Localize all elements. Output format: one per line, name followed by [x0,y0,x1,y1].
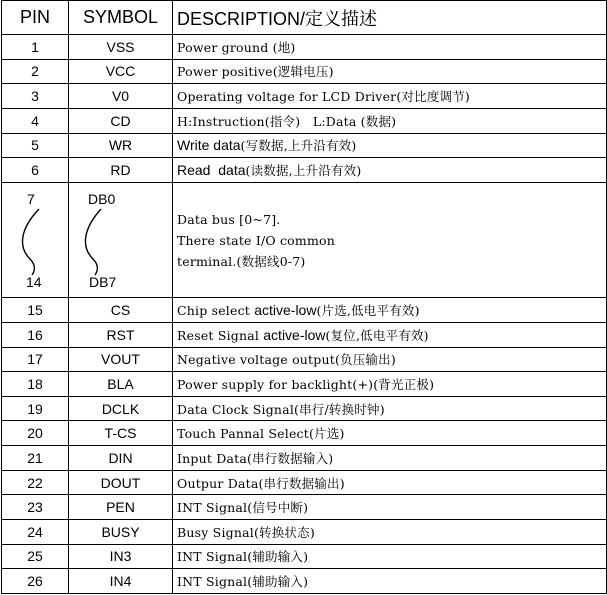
table-header-row [2,1,607,35]
description-fragment: (写数据,上升沿有效) [240,138,357,154]
pin-symbol: RST [69,322,173,347]
bus-pin-end: 14 [26,274,42,291]
description-fragment: (片选,低电平有效) [316,303,420,319]
description-fragment: Power ground (地) [177,39,296,55]
description-fragment: Read data [177,162,246,179]
pin-description [173,520,607,545]
pin-number: 17 [2,347,69,372]
pin-description [173,495,607,520]
pin-description [173,108,607,133]
description-fragment: INT Signal(辅助输入) [177,574,309,590]
pin-symbol: T-CS [69,421,173,446]
pin-symbol: IN4 [69,569,173,594]
table-body-top [2,35,607,183]
table-row [2,421,607,446]
pin-symbol: RD [69,158,173,183]
description-fragment: H:Instruction(指令) L:Data (数据) [177,113,397,129]
pin-number: 1 [2,35,69,60]
pin-description [173,396,607,421]
pin-description [173,372,607,397]
pin-symbol: BLA [69,372,173,397]
table-row [2,446,607,471]
pin-number: 21 [2,446,69,471]
description-fragment: (复位,低电平有效) [325,327,429,343]
pin-description [173,84,607,109]
pin-symbol: CD [69,108,173,133]
range-squiggle-icon [69,207,173,277]
pin-definition-table [1,0,607,594]
table-row [2,133,607,158]
pin-symbol: BUSY [69,520,173,545]
description-fragment: (读数据,上升沿有效) [245,163,362,179]
pin-column-header: PIN [2,1,69,35]
pin-number: 25 [2,544,69,569]
table-row [2,372,607,397]
pin-symbol: VSS [69,35,173,60]
description-fragment: Input Data(串行数据输入) [177,450,334,466]
table-row [2,35,607,60]
bus-symbol-cell [69,182,173,297]
description-fragment: Busy Signal(转换状态) [177,524,315,540]
pin-description [173,133,607,158]
bus-pin-start: 7 [27,191,35,208]
pin-description [173,35,607,60]
pin-description [173,569,607,594]
pin-symbol: DIN [69,446,173,471]
pin-description [173,298,607,323]
table-row [2,108,607,133]
description-column-header: DESCRIPTION/定义描述 [173,1,607,35]
pin-number: 22 [2,470,69,495]
pin-description [173,59,607,84]
table-row [2,298,607,323]
table-row [2,569,607,594]
table-row [2,520,607,545]
pin-symbol: WR [69,133,173,158]
bus-symbol-start: DB0 [88,191,116,208]
pin-number: 23 [2,495,69,520]
description-fragment: INT Signal(辅助输入) [177,549,309,565]
description-fragment: Chip select [177,303,255,319]
data-bus-row [2,182,607,297]
pin-number: 5 [2,133,69,158]
table-row [2,158,607,183]
pin-symbol: DOUT [69,470,173,495]
pin-symbol: V0 [69,84,173,109]
description-fragment: INT Signal(信号中断) [177,500,309,516]
pin-symbol: VCC [69,59,173,84]
description-fragment: Reset Signal [177,327,264,343]
pin-number: 19 [2,396,69,421]
pin-number: 20 [2,421,69,446]
pin-number: 2 [2,59,69,84]
table-row [2,84,607,109]
description-fragment: Touch Pannal Select(片选) [177,426,345,442]
table-row [2,470,607,495]
pin-number: 6 [2,158,69,183]
pin-description [173,322,607,347]
table-row [2,322,607,347]
description-fragment: active-low [254,302,317,319]
description-fragment: Negative voltage output(负压输出) [177,352,396,368]
table-row [2,396,607,421]
description-fragment: Power positive(逻辑电压) [177,64,334,80]
pin-description [173,544,607,569]
pin-description [173,347,607,372]
pin-symbol: IN3 [69,544,173,569]
pin-description [173,158,607,183]
description-fragment: Write data [177,137,241,154]
range-squiggle-icon [2,207,69,277]
bus-description: Data bus [0~7]. There state I/O common terminal.(数据线0-7) [177,211,335,269]
description-fragment: Operating voltage for LCD Driver(对比度调节) [177,89,470,105]
table-body-bottom [2,298,607,594]
table-row [2,495,607,520]
pin-number: 24 [2,520,69,545]
description-fragment: Power supply for backlight(+)(背光正极) [177,376,435,392]
bus-pin-cell [2,182,69,297]
pin-number: 15 [2,298,69,323]
pin-number: 16 [2,322,69,347]
data-bus-group [2,182,607,297]
pin-symbol: CS [69,298,173,323]
description-fragment: Data Clock Signal(串行/转换时钟) [177,401,385,417]
bus-symbol-end: DB7 [89,274,117,291]
pin-description [173,470,607,495]
description-fragment: Outpur Data(串行数据输出) [177,475,345,491]
pin-description [173,446,607,471]
table-row [2,544,607,569]
pin-description [173,421,607,446]
pin-symbol: PEN [69,495,173,520]
pin-number: 4 [2,108,69,133]
pin-symbol: DCLK [69,396,173,421]
table-row [2,59,607,84]
pin-number: 26 [2,569,69,594]
pin-number: 3 [2,84,69,109]
table-row [2,347,607,372]
pin-number: 18 [2,372,69,397]
pin-symbol: VOUT [69,347,173,372]
symbol-column-header: SYMBOL [69,1,173,35]
description-fragment: active-low [263,326,326,343]
bus-description-cell [173,182,607,297]
